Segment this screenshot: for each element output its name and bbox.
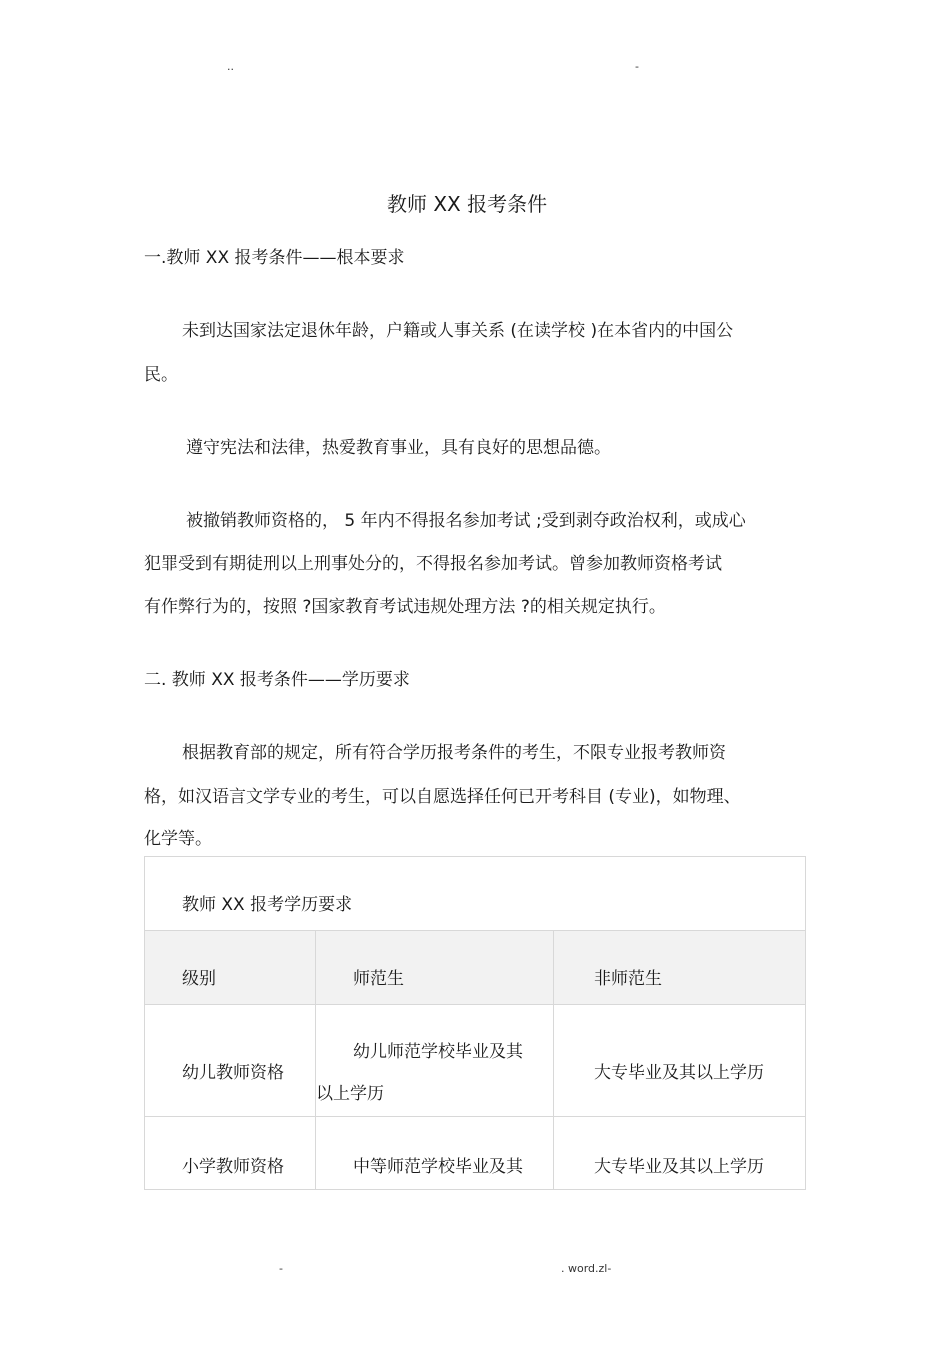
table-header-row — [145, 930, 805, 1005]
row2-normal-line1: 中等师范学校毕业及其 — [353, 1157, 523, 1177]
table-caption: 教师 XX 报考学历要求 — [182, 895, 353, 915]
row1-level: 幼儿教师资格 — [182, 1063, 284, 1083]
row2-non-normal: 大专毕业及其以上学历 — [594, 1157, 764, 1177]
document-title: 教师 XX 报考条件 — [387, 192, 548, 216]
section1-p3-line1: 被撤销教师资格的， 5 年内不得报名参加考试 ;受到剥夺政治权利，或成心 — [186, 511, 746, 531]
section1-p3-line2: 犯罪受到有期徒刑以上刑事处分的，不得报名参加考试。曾参加教师资格考试 — [144, 554, 722, 574]
section1-heading: 一.教师 XX 报考条件——根本要求 — [144, 248, 405, 268]
section1-p1-line1: 未到达国家法定退休年龄，户籍或人事关系 (在读学校 )在本省内的中国公 — [182, 321, 734, 341]
section2-p1-line3: 化学等。 — [144, 829, 212, 849]
section2-heading: 二. 教师 XX 报考条件——学历要求 — [144, 670, 410, 690]
header-level: 级别 — [182, 969, 216, 989]
footer-right-mark: . word.zl- — [561, 1262, 612, 1275]
column-divider — [315, 930, 316, 1190]
section2-p1-line2: 格，如汉语言文学专业的考生，可以自愿选择任何已开考科目 (专业)，如物理、 — [144, 787, 741, 807]
row1-normal-line2: 以上学历 — [316, 1084, 384, 1104]
row-divider — [145, 1116, 805, 1117]
footer-left-mark: - — [279, 1262, 283, 1275]
row2-level: 小学教师资格 — [182, 1157, 284, 1177]
row1-normal-line1: 幼儿师范学校毕业及其 — [353, 1042, 523, 1062]
header-left-mark: .. — [227, 60, 234, 73]
section1-p1-line2: 民。 — [144, 365, 178, 385]
header-normal-student: 师范生 — [353, 969, 404, 989]
header-non-normal-student: 非师范生 — [594, 969, 662, 989]
section1-p3-line3: 有作弊行为的，按照 ?国家教育考试违规处理方法 ?的相关规定执行。 — [144, 597, 666, 617]
section2-p1-line1: 根据教育部的规定，所有符合学历报考条件的考生，不限专业报考教师资 — [182, 743, 726, 763]
row1-non-normal: 大专毕业及其以上学历 — [594, 1063, 764, 1083]
section1-p2: 遵守宪法和法律，热爱教育事业，具有良好的思想品德。 — [186, 438, 611, 458]
education-requirements-table — [144, 856, 806, 1190]
column-divider — [553, 930, 554, 1190]
header-right-mark: - — [635, 60, 639, 73]
